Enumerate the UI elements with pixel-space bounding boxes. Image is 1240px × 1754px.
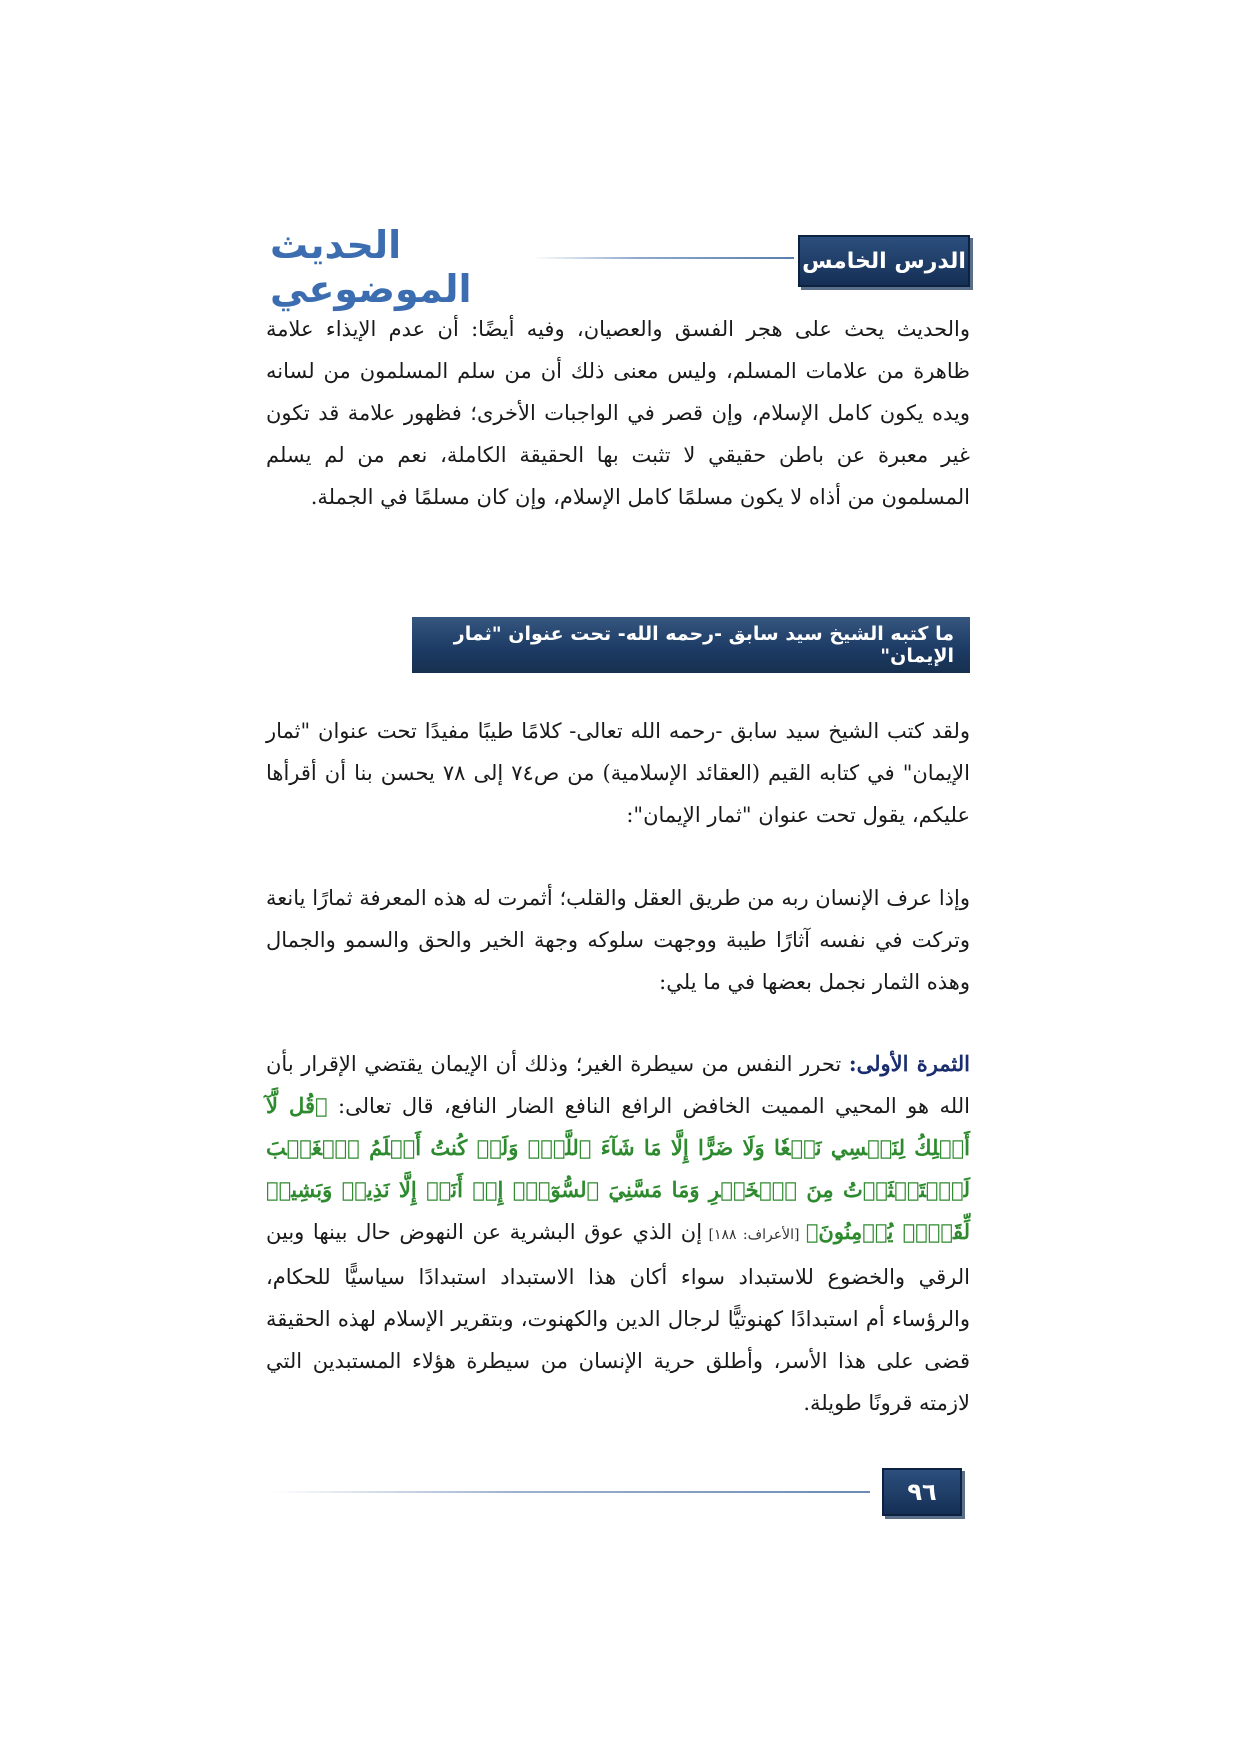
paragraph-2: [266, 710, 970, 836]
quran-verse: ﴿قُل لَّآ أَمۡلِكُ لِنَفۡسِي نَفۡعٗا وَلَا ضَرًّا إِلَّا مَا شَآءَ ٱللَّهُۚ وَلَوۡ كُنتُ أَعۡلَمُ ٱلۡغَيۡبَ لَٱسۡتَكۡثَرۡتُ مِنَ ٱلۡخَيۡرِ وَمَا مَسَّنِيَ ٱلسُّوٓءُۚ إِنۡ أَنَا۠ إِلَّا نَذِيرٞ وَبَشِيرٞ لِّقَوۡمٖ يُؤۡمِنُونَ﴾: [266, 1093, 970, 1244]
header-divider: [532, 257, 794, 259]
first-fruit-label: الثمرة الأولى:: [848, 1051, 970, 1076]
lesson-label: الدرس الخامس: [802, 248, 966, 274]
footer-divider: [270, 1491, 870, 1493]
paragraph-4-body: [266, 1043, 970, 1424]
paragraph-4: [266, 1043, 970, 1424]
section-heading: ما كتبه الشيخ سيد سابق -رحمه الله- تحت عنوان "ثمار الإيمان": [453, 623, 954, 667]
verse-reference: [الأعراف: ١٨٨]: [702, 1227, 806, 1243]
paragraph-4-text-a: تحرر النفس من سيطرة الغير؛ وذلك أن الإيمان يقتضي الإقرار بأن الله هو المحيي المميت الخافض الرافع النافع الضار النافع، قال تعالى:: [266, 1052, 970, 1118]
page-header: [270, 223, 970, 311]
paragraph-2-text: ولقد كتب الشيخ سيد سابق -رحمه الله تعالى- كلامًا طيبًا مفيدًا تحت عنوان "ثمار الإيمان" في كتابه القيم (العقائد الإسلامية) من ص٧٤ إلى ٧٨ يحسن بنا أن أقرأها عليكم، يقول تحت عنوان "ثمار الإيمان":: [266, 719, 970, 827]
lesson-label-box: [798, 235, 970, 287]
paragraph-3-text: وإذا عرف الإنسان ربه من طريق العقل والقلب؛ أثمرت له هذه المعرفة ثمارًا يانعة وتركت في نفسه آثارًا طيبة ووجهت سلوكه وجهة الخير والحق والسمو والجمال وهذه الثمار نجمل بعضها في ما يلي:: [266, 886, 970, 994]
section-heading-bar: [412, 617, 970, 673]
page-number: ٩٦: [907, 1478, 937, 1506]
intro-paragraph: [266, 308, 970, 518]
lesson-title: الحديث الموضوعي: [270, 223, 472, 311]
paragraph-3: [266, 877, 970, 1003]
intro-text: والحديث يحث على هجر الفسق والعصيان، وفيه أيضًا: أن عدم الإيذاء علامة ظاهرة من علامات المسلم، وليس معنى ذلك أن من سلم المسلمون من لسانه ويده يكون كامل الإسلام، وإن قصر في الواجبات الأخرى؛ فظهور علامة قد تكون غير معبرة عن باطن حقيقي لا تثبت بها الحقيقة الكاملة، نعم من لم يسلم المسلمون من أذاه لا يكون مسلمًا كامل الإسلام، وإن كان مسلمًا في الجملة.: [266, 317, 970, 509]
page-number-box: [882, 1468, 962, 1516]
paragraph-4-text-b: إن الذي عوق البشرية عن النهوض حال بينها وبين الرقي والخضوع للاستبداد سواء أكان هذا الاستبداد استبدادًا سياسيًّا للحكام، والرؤساء أم استبدادًا كهنوتيًّا لرجال الدين والكهنوت، وبتقرير الإسلام لهذه الحقيقة قضى على هذا الأسر، وأطلق حرية الإنسان من سيطرة هؤلاء المستبدين التي لازمته قرونًا طويلة.: [266, 1220, 970, 1415]
